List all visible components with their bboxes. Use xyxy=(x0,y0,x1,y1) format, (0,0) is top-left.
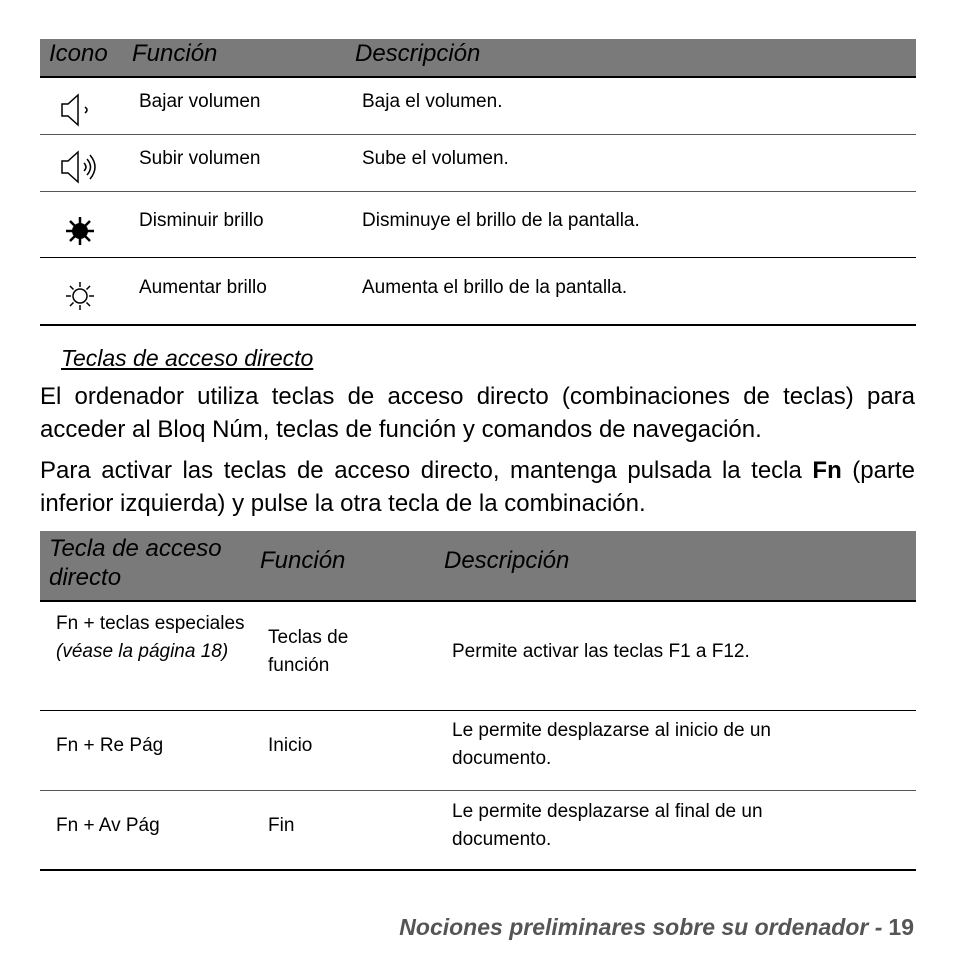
table1-row3-funcion: Disminuir brillo xyxy=(139,210,264,231)
table2-header-tecla: Tecla de acceso directo xyxy=(49,535,222,591)
table1-row1-descripcion: Baja el volumen. xyxy=(362,91,503,112)
table2-row1-funcion: Teclas de función xyxy=(268,627,349,676)
page-footer xyxy=(399,914,914,941)
table1-row4-descripcion: Aumenta el brillo de la pantalla. xyxy=(362,277,628,298)
table1-header-rule xyxy=(40,76,916,78)
table1-header-icono: Icono xyxy=(49,40,108,67)
brightness-down-icon xyxy=(64,215,96,247)
table1-row-divider xyxy=(40,257,916,258)
volume-up-icon xyxy=(58,147,106,187)
page-number: 19 xyxy=(888,914,914,940)
section-heading: Teclas de acceso directo xyxy=(61,345,314,371)
table2-header-funcion: Función xyxy=(260,547,346,574)
paragraph-1: El ordenador utiliza teclas de acceso directo (combinaciones de teclas) para acceder al Bloq Núm, teclas de función y comandos de navegación. xyxy=(40,383,915,443)
table2-row2-descripcion: Le permite desplazarse al inicio de un documento. xyxy=(452,720,771,769)
page-reference: (véase la página 18) xyxy=(56,641,229,662)
table2-bottom-rule xyxy=(40,869,916,871)
table2-row2-tecla: Fn + Re Pág xyxy=(56,735,164,756)
table2-row3-tecla: Fn + Av Pág xyxy=(56,815,160,836)
table1-header-funcion: Función xyxy=(132,40,218,67)
table1-bottom-rule xyxy=(40,324,916,326)
table2-row2-funcion: Inicio xyxy=(268,735,313,756)
table1-row2-descripcion: Sube el volumen. xyxy=(362,148,509,169)
table2-row1-descripcion: Permite activar las teclas F1 a F12. xyxy=(452,641,750,662)
volume-down-icon xyxy=(58,90,98,130)
table1-header-descripcion: Descripción xyxy=(355,40,481,67)
table2-row-divider xyxy=(40,790,916,791)
table2-row1-tecla xyxy=(56,610,246,666)
brightness-up-icon xyxy=(64,280,96,312)
paragraph-2-text: Para activar las teclas de acceso directo, mantenga pulsada la tecla xyxy=(40,457,813,484)
table2-header-descripcion: Descripción xyxy=(444,547,570,574)
footer-title: Nociones preliminares sobre su ordenador - xyxy=(399,914,883,940)
table1-row-divider xyxy=(40,191,916,192)
paragraph-2-text-end: (parte inferior izquierda) y pulse la otra tecla de la combinación. xyxy=(40,457,915,517)
table1-row3-descripcion: Disminuye el brillo de la pantalla. xyxy=(362,210,640,231)
table2-row3-descripcion: Le permite desplazarse al final de un documento. xyxy=(452,801,763,850)
table1-row1-funcion: Bajar volumen xyxy=(139,91,261,112)
table2-header-rule xyxy=(40,600,916,602)
paragraph-2 xyxy=(40,454,915,520)
table1-row-divider xyxy=(40,134,916,135)
table2-row3-funcion: Fin xyxy=(268,815,295,836)
fn-key-label: Fn xyxy=(812,457,842,484)
table2-row-divider xyxy=(40,710,916,711)
table2-row1-tecla-text: Fn + teclas especiales xyxy=(56,613,245,634)
table1-row2-funcion: Subir volumen xyxy=(139,148,261,169)
table1-row4-funcion: Aumentar brillo xyxy=(139,277,267,298)
